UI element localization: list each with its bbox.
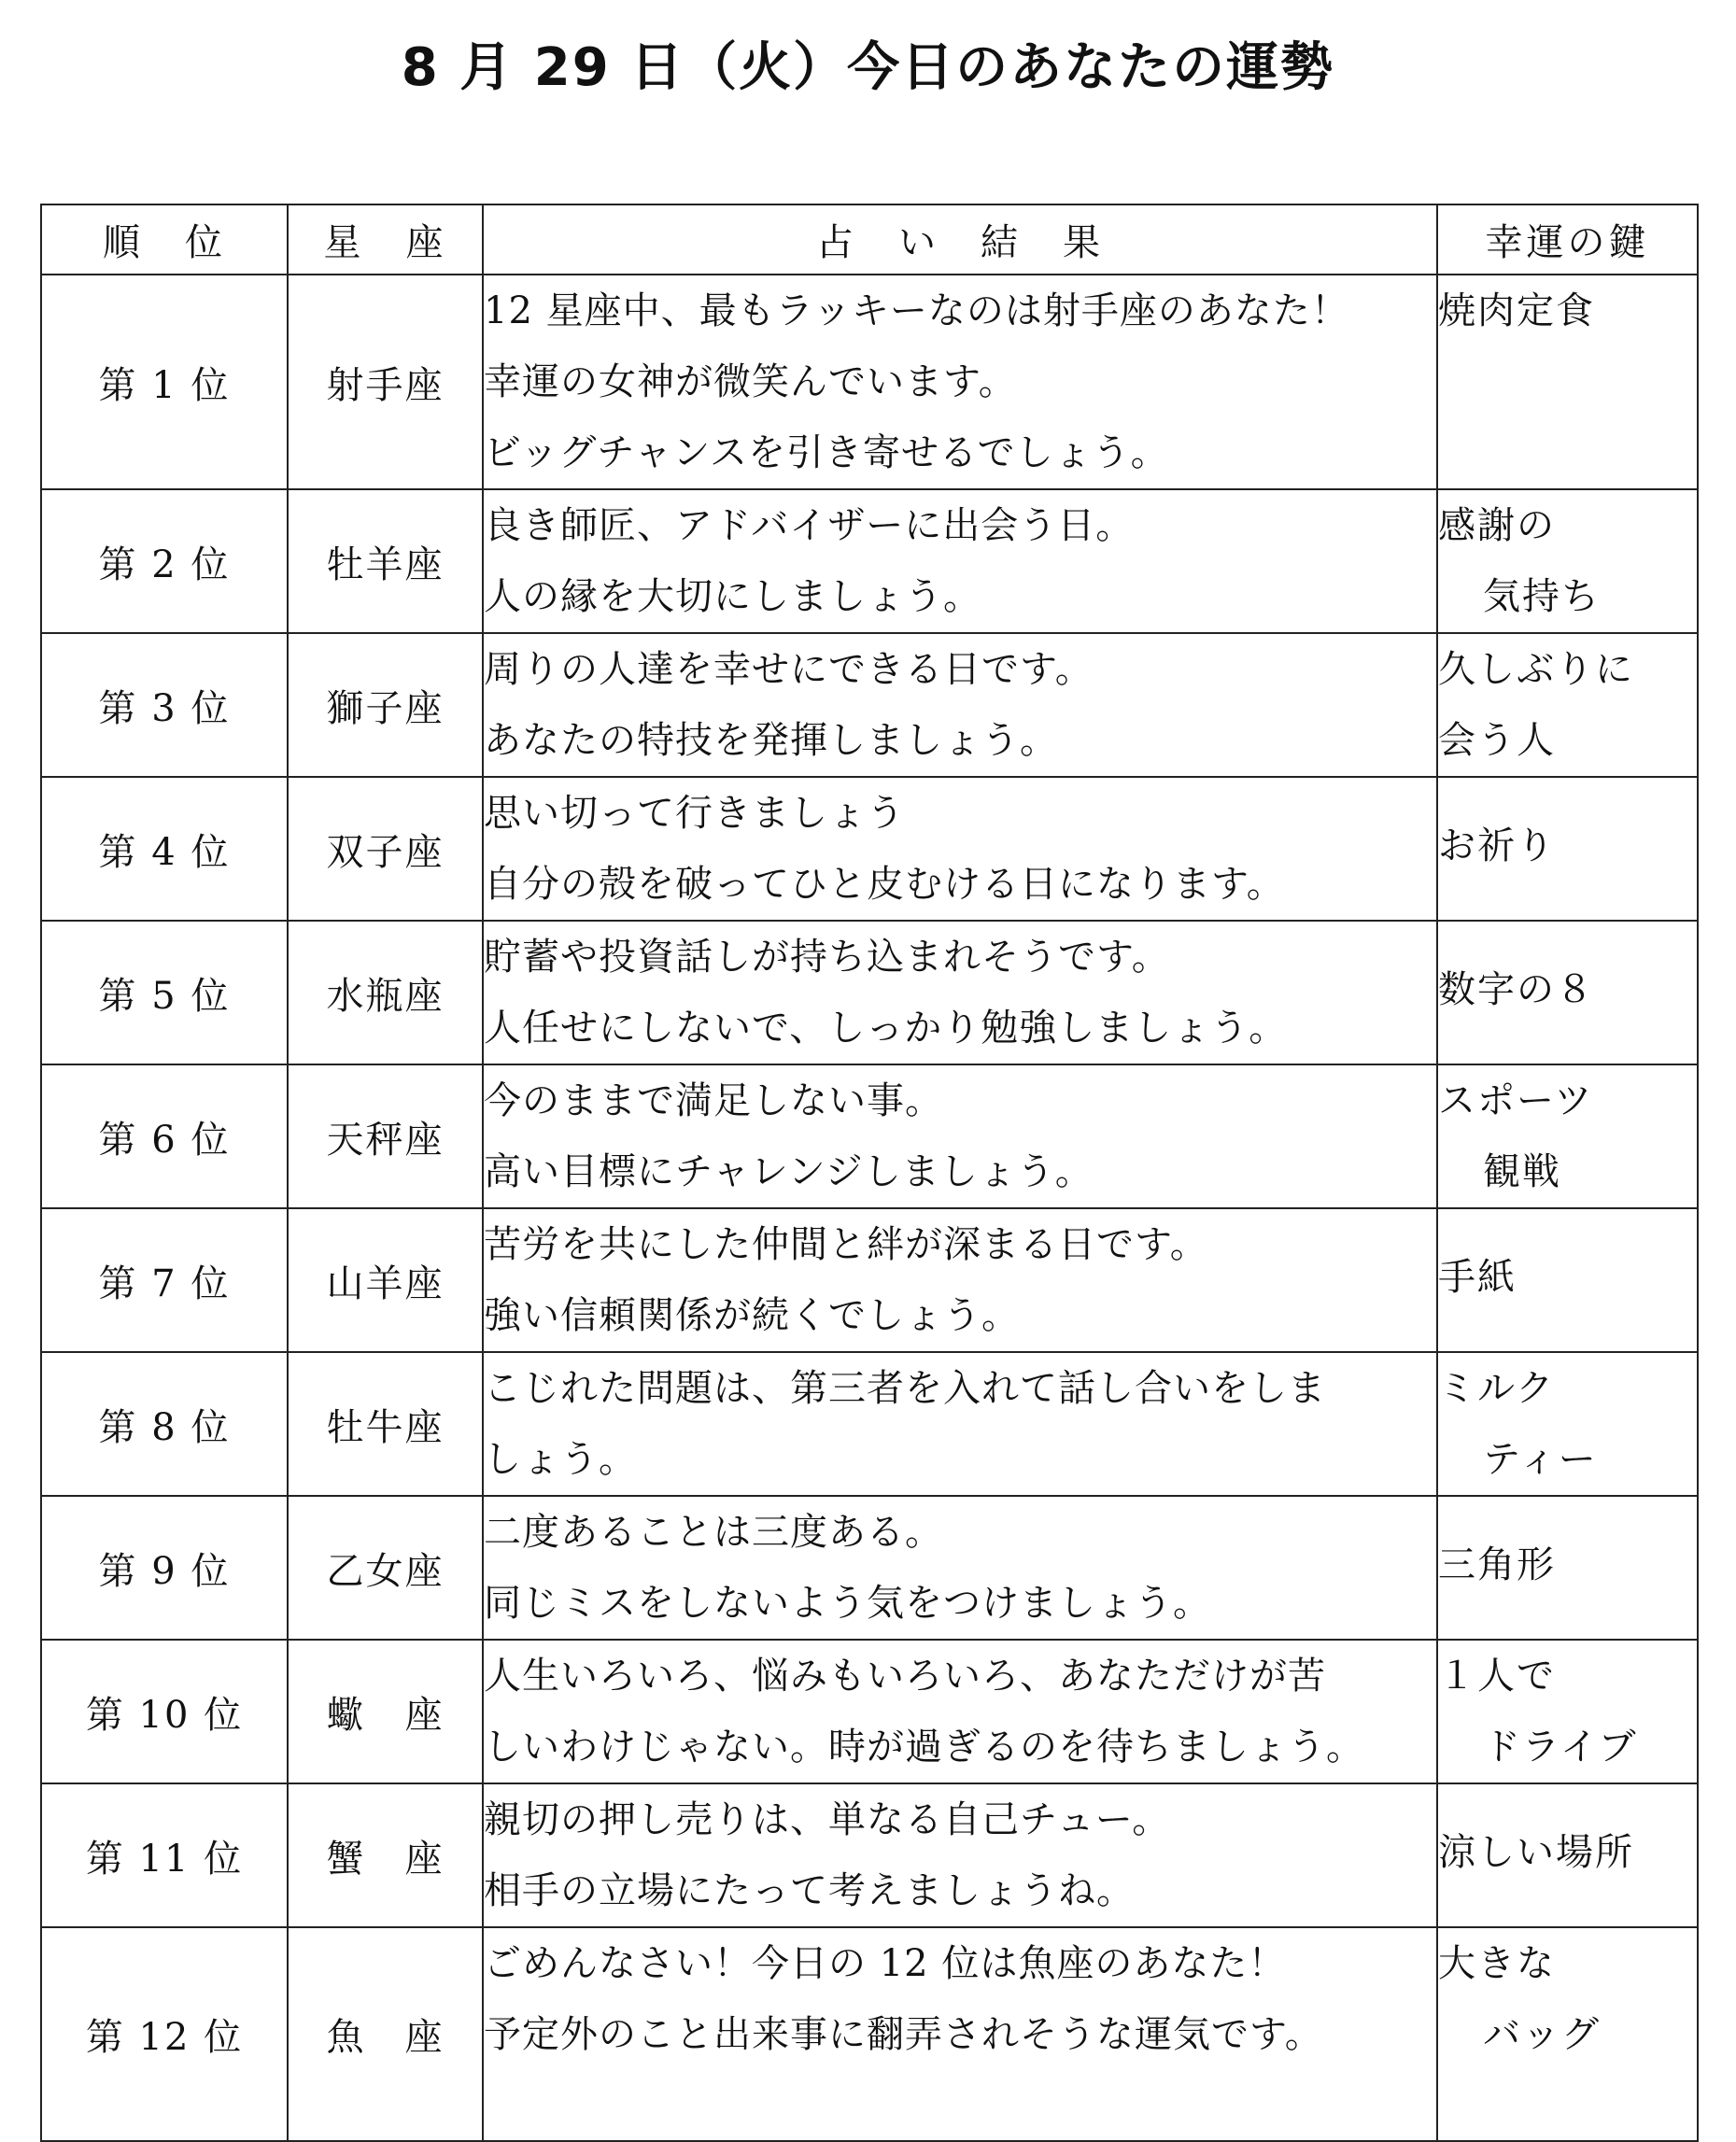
fortune-result-line: 自分の殻を破ってひと皮むける日になります。 [484, 863, 1285, 906]
fortune-result-cell [483, 1927, 1437, 2141]
lucky-key-line: お祈り [1438, 824, 1556, 867]
rank-cell: 第 4 位 [41, 777, 288, 921]
fortune-result-line: 二度あることは三度ある。 [484, 1511, 943, 1554]
rank-cell: 第 6 位 [41, 1064, 288, 1208]
fortune-result-cell [483, 1064, 1437, 1208]
lucky-key-line: 涼しい場所 [1438, 1831, 1634, 1874]
lucky-key-cell [1437, 777, 1698, 921]
fortune-result-cell [483, 633, 1437, 777]
rank-cell: 第 2 位 [41, 489, 288, 633]
fortune-result-line: こじれた問題は、第三者を入れて話し合いをしま [484, 1367, 1326, 1410]
lucky-key-line: ミルク [1438, 1367, 1556, 1410]
header-rank: 順 位 [41, 204, 288, 275]
fortune-result-line: 親切の押し売りは、単なる自己チュー。 [484, 1798, 1171, 1841]
zodiac-sign-cell: 乙女座 [288, 1496, 483, 1640]
rank-cell: 第 8 位 [41, 1352, 288, 1496]
fortune-result-cell [483, 275, 1437, 489]
rank-cell: 第 12 位 [41, 1927, 288, 2141]
lucky-key-line: 焼肉定食 [1438, 289, 1595, 332]
zodiac-sign-cell: 射手座 [288, 275, 483, 489]
lucky-key-line: バッグ [1483, 2013, 1601, 2056]
fortune-result-cell [483, 1208, 1437, 1352]
fortune-result-line: 人の縁を大切にしましょう。 [484, 575, 981, 618]
table-row [41, 1783, 1698, 1927]
table-row [41, 921, 1698, 1064]
zodiac-sign-cell: 牡牛座 [288, 1352, 483, 1496]
fortune-result-line: ごめんなさい！今日の 12 位は魚座のあなた！ [484, 1942, 1287, 1985]
lucky-key-line: 観戦 [1483, 1150, 1561, 1193]
rank-cell: 第 5 位 [41, 921, 288, 1064]
zodiac-sign-cell: 水瓶座 [288, 921, 483, 1064]
table-row [41, 1064, 1698, 1208]
fortune-result-line: 人生いろいろ、悩みもいろいろ、あなただけが苦 [484, 1655, 1326, 1698]
table-row [41, 1640, 1698, 1783]
table-row [41, 1352, 1698, 1496]
fortune-result-line: 高い目標にチャレンジしましょう。 [484, 1150, 1094, 1193]
lucky-key-cell [1437, 1927, 1698, 2141]
table-row [41, 275, 1698, 489]
fortune-result-line: 貯蓄や投資話しが持ち込まれそうです。 [484, 936, 1170, 979]
zodiac-sign-cell: 天秤座 [288, 1064, 483, 1208]
fortune-result-cell [483, 1783, 1437, 1927]
lucky-key-line: １人で [1438, 1655, 1556, 1698]
fortune-table [40, 204, 1699, 2142]
fortune-result-line: 相手の立場にたって考えましょうね。 [484, 1869, 1135, 1912]
fortune-result-line: 今のままで満足しない事。 [484, 1079, 943, 1122]
fortune-result-line: 強い信頼関係が続くでしょう。 [484, 1294, 1020, 1337]
lucky-key-cell [1437, 1208, 1698, 1352]
lucky-key-line: 大きな [1438, 1942, 1556, 1985]
lucky-key-cell [1437, 1064, 1698, 1208]
fortune-result-line: 周りの人達を幸せにできる日です。 [484, 648, 1094, 691]
lucky-key-line: 数字の８ [1438, 968, 1595, 1011]
zodiac-sign-cell: 蟹 座 [288, 1783, 483, 1927]
table-row [41, 489, 1698, 633]
lucky-key-line: スポーツ [1438, 1079, 1594, 1122]
lucky-key-cell [1437, 633, 1698, 777]
rank-cell: 第 11 位 [41, 1783, 288, 1927]
fortune-result-line: 良き師匠、アドバイザーに出会う日。 [484, 504, 1135, 547]
fortune-result-line: 苦労を共にした仲間と絆が深まる日です。 [484, 1223, 1208, 1266]
fortune-result-cell [483, 1496, 1437, 1640]
lucky-key-cell [1437, 1640, 1698, 1783]
lucky-key-line: 気持ち [1483, 575, 1601, 618]
rank-cell: 第 9 位 [41, 1496, 288, 1640]
table-row [41, 777, 1698, 921]
table-body [41, 275, 1698, 2141]
fortune-result-line: 思い切って行きましょう [484, 792, 905, 835]
table-header-row [41, 204, 1698, 275]
fortune-result-line: ビッグチャンスを引き寄せるでしょう。 [484, 431, 1169, 474]
fortune-result-line: 幸運の女神が微笑んでいます。 [484, 360, 1017, 403]
fortune-result-cell [483, 489, 1437, 633]
fortune-result-line: あなたの特技を発揮しましょう。 [484, 719, 1058, 762]
table-row [41, 1927, 1698, 2141]
lucky-key-line: 久しぶりに [1438, 648, 1634, 691]
lucky-key-line: ドライブ [1483, 1726, 1638, 1769]
fortune-result-line: 同じミスをしないよう気をつけましょう。 [484, 1582, 1211, 1625]
table-row [41, 1496, 1698, 1640]
table-row [41, 1208, 1698, 1352]
rank-cell: 第 7 位 [41, 1208, 288, 1352]
fortune-result-line: 12 星座中、最もラッキーなのは射手座のあなた！ [484, 289, 1349, 332]
lucky-key-cell [1437, 489, 1698, 633]
fortune-result-cell [483, 921, 1437, 1064]
fortune-result-cell [483, 1640, 1437, 1783]
zodiac-sign-cell: 蠍 座 [288, 1640, 483, 1783]
header-result: 占 い 結 果 [483, 204, 1437, 275]
fortune-result-cell [483, 1352, 1437, 1496]
lucky-key-cell [1437, 1496, 1698, 1640]
lucky-key-cell [1437, 275, 1698, 489]
zodiac-sign-cell: 獅子座 [288, 633, 483, 777]
fortune-result-line: 予定外のこと出来事に翻弄されそうな運気です。 [484, 2013, 1323, 2056]
lucky-key-cell [1437, 1352, 1698, 1496]
fortune-result-line: 人任せにしないで、しっかり勉強しましょう。 [484, 1007, 1288, 1050]
zodiac-sign-cell: 山羊座 [288, 1208, 483, 1352]
page-title: 8 月 29 日（火）今日のあなたの運勢 [401, 37, 1335, 98]
header-sign: 星 座 [288, 204, 483, 275]
lucky-key-line: 感謝の [1438, 504, 1556, 547]
fortune-result-line: しいわけじゃない。時が過ぎるのを待ちましょう。 [484, 1726, 1364, 1769]
lucky-key-line: 会う人 [1438, 719, 1556, 762]
lucky-key-line: 手紙 [1438, 1256, 1517, 1299]
lucky-key-cell [1437, 921, 1698, 1064]
fortune-result-cell [483, 777, 1437, 921]
zodiac-sign-cell: 双子座 [288, 777, 483, 921]
fortune-result-line: しょう。 [484, 1438, 637, 1481]
lucky-key-line: 三角形 [1438, 1543, 1556, 1586]
zodiac-sign-cell: 牡羊座 [288, 489, 483, 633]
table-row [41, 633, 1698, 777]
rank-cell: 第 3 位 [41, 633, 288, 777]
lucky-key-cell [1437, 1783, 1698, 1927]
lucky-key-line: ティー [1483, 1438, 1598, 1481]
rank-cell: 第 10 位 [41, 1640, 288, 1783]
zodiac-sign-cell: 魚 座 [288, 1927, 483, 2141]
rank-cell: 第 1 位 [41, 275, 288, 489]
header-key: 幸運の鍵 [1437, 204, 1698, 275]
